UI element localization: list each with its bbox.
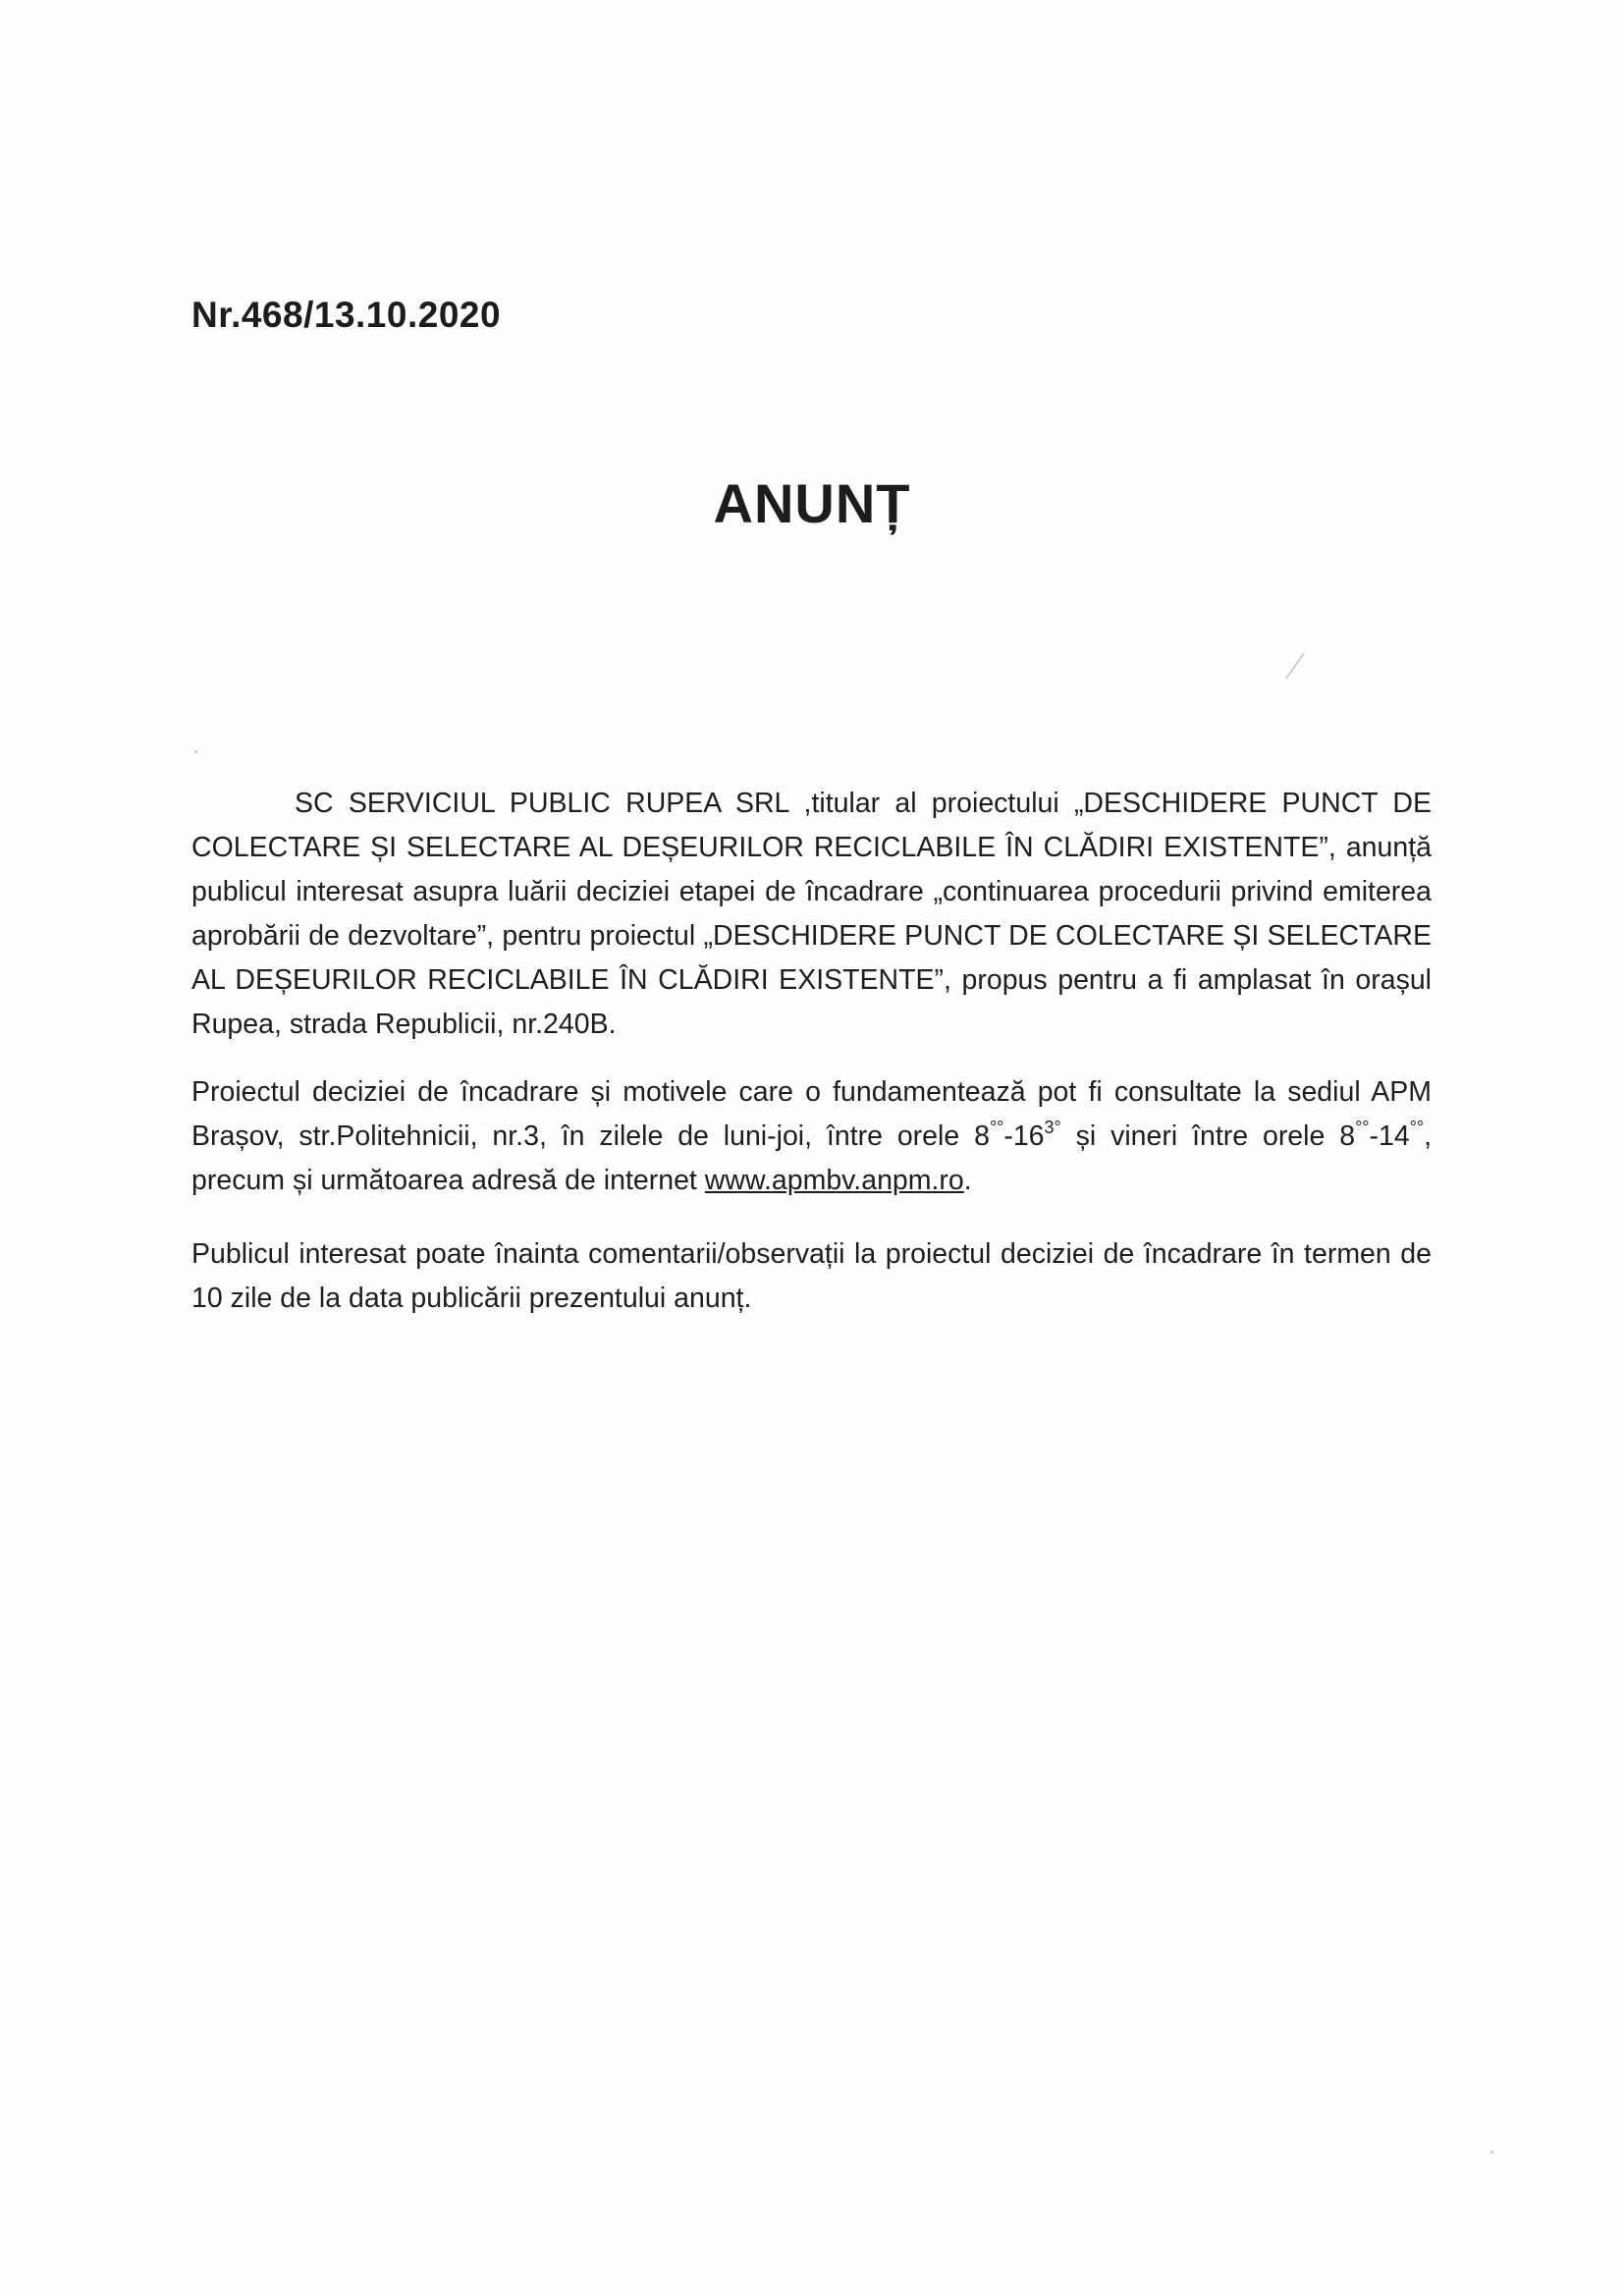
time-superscript: °° (1355, 1118, 1370, 1137)
time-superscript: °° (989, 1118, 1004, 1137)
paragraph-comments: Publicul interesat poate înainta comentarii/observații la proiectul deciziei de încadrare în termen de 10 zile de la data publicării prezentului anunț. (191, 1238, 1432, 1314)
document-title: ANUNȚ (713, 472, 911, 534)
scan-artifact-mark (1285, 652, 1305, 679)
paragraph-consultation-text: și vineri între orele 8 (1060, 1121, 1356, 1152)
paragraph-announcement: SC SERVICIUL PUBLIC RUPEA SRL ,titular al proiectului „DESCHIDERE PUNCT DE COLECTARE ȘI SELECTARE AL DEȘEURILOR RECICLABILE ÎN CLĂDIRI EXISTENTE”, anunță publicul interesat asupra luării deciziei etapei de încadrare „continuarea procedurii privind emiterea aprobării de dezvoltare”, pentru proiectul „DESCHIDERE PUNCT DE COLECTARE ȘI SELECTARE AL DEȘEURILOR RECICLABILE ÎN CLĂDIRI EXISTENTE”, propus pentru a fi amplasat în orașul Rupea, strada Republicii, nr.240B. (191, 788, 1432, 1040)
scan-artifact-dot (194, 750, 197, 753)
paragraph-consultation (191, 1070, 1432, 1203)
paragraph-consultation-text: . (963, 1165, 972, 1196)
website-link[interactable]: www.apmbv.anpm.ro (704, 1165, 964, 1196)
paragraph-consultation-text: -16 (1003, 1121, 1045, 1152)
paragraph-consultation-text: , precum și următoarea adresă de internet (191, 1121, 1433, 1196)
document-number: Nr.468/13.10.2020 (191, 295, 502, 335)
paragraph-consultation-text: Proiectul deciziei de încadrare și motivele care o fundamentează pot fi consultate la sediul APM Brașov, str.Politehnicii, nr.3, în zilele de luni-joi, între orele 8 (191, 1076, 1432, 1152)
scan-artifact-dot (1490, 2151, 1493, 2154)
paragraph-consultation-text: -14 (1369, 1121, 1410, 1152)
time-superscript: °° (1409, 1118, 1425, 1137)
time-superscript: 3° (1044, 1118, 1061, 1137)
